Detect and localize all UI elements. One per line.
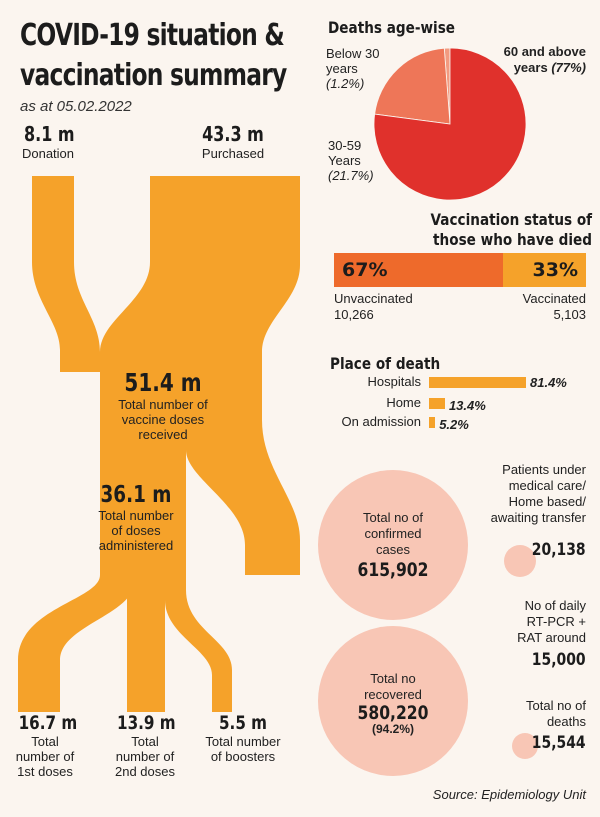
unvaccinated-label: Unvaccinated (334, 291, 413, 306)
purchased-label: Purchased (201, 146, 265, 161)
administered-label-3: administered (98, 538, 174, 553)
purchased-node (188, 122, 278, 161)
daily-tests-label-2: RT-PCR + (526, 614, 586, 629)
daily-tests-value: 15,000 (532, 650, 586, 670)
unvaccinated-count: 10,266 (334, 307, 374, 322)
first-doses-label-1: Total (31, 734, 59, 749)
first-doses-label-3: 1st doses (17, 764, 73, 779)
donation-label: Donation (21, 146, 75, 161)
vaccinated-count: 5,103 (553, 307, 586, 322)
recovered-value: 580,220 (357, 702, 429, 724)
deaths-label-1: Total no of (526, 698, 586, 713)
second-doses-node (110, 712, 180, 779)
pie-slice-30-59 (375, 48, 450, 124)
boosters-label-2: of boosters (210, 749, 276, 764)
vaccinated-pct: 33% (532, 259, 578, 281)
second-doses-value: 13.9 m (117, 712, 176, 734)
flow-second-doses (127, 560, 165, 712)
age30-59-label (328, 138, 374, 183)
source-note: Source: Epidemiology Unit (432, 787, 586, 802)
under-care-value: 20,138 (532, 540, 586, 560)
below30-pct: (1.2%) (326, 76, 365, 91)
donation-node (18, 122, 78, 161)
recovered-label-2: recovered (364, 687, 422, 702)
pod-value-hospitals: 81.4% (530, 375, 567, 390)
under-care-label-4: awaiting transfer (490, 510, 586, 525)
vacc-status-title-2: those who have died (433, 230, 592, 249)
flow-donation (32, 176, 100, 372)
confirmed-cases-text (318, 510, 468, 581)
page-title-line1: COVID-19 situation & (20, 18, 285, 53)
confirmed-label-3: cases (376, 542, 410, 557)
recovered-label-1: Total no (370, 671, 416, 686)
age30-59-label-1: 30-59 (328, 138, 362, 153)
received-label-3: received (138, 427, 188, 442)
below30-label-1: Below 30 (326, 46, 380, 61)
administered-node (70, 482, 202, 553)
pod-label-on-admission: On admission (341, 414, 421, 429)
daily-tests-label-3: RAT around (517, 630, 586, 645)
pod-label-hospitals: Hospitals (367, 374, 421, 389)
flow-remaining (186, 420, 300, 575)
first-doses-node (12, 712, 78, 779)
flow-purchased (100, 176, 300, 372)
place-of-death-title: Place of death (330, 354, 441, 373)
first-doses-value: 16.7 m (18, 712, 78, 734)
over60-label-1: 60 and above (503, 44, 586, 59)
page-title-line2: vaccination summary (20, 58, 287, 93)
administered-value: 36.1 m (100, 482, 172, 508)
second-doses-label-3: 2nd doses (115, 764, 175, 779)
deaths-age-title: Deaths age-wise (328, 18, 456, 37)
vacc-status-bar (334, 253, 586, 287)
pod-row-hospitals (316, 374, 586, 391)
donation-value: 8.1 m (24, 122, 75, 146)
over60-label-2: years (513, 60, 548, 75)
pod-row-on-admission (316, 414, 586, 431)
below30-label (326, 46, 379, 91)
boosters-label-1: Total number (205, 734, 281, 749)
purchased-value: 43.3 m (202, 122, 264, 146)
flow-boosters (165, 560, 232, 712)
pod-bar-on-admission (429, 417, 435, 428)
deaths-text (526, 698, 586, 730)
received-label-2: vaccine doses (121, 412, 205, 427)
second-doses-label-2: number of (115, 749, 175, 764)
recovered-circle (318, 626, 468, 776)
unvaccinated-pct: 67% (342, 259, 388, 281)
confirmed-cases-circle (318, 470, 468, 620)
pod-bar-home (429, 398, 445, 409)
unvaccinated-segment (334, 253, 503, 287)
vaccinated-label: Vaccinated (522, 291, 586, 306)
administered-label-1: Total number (98, 508, 174, 523)
confirmed-value: 615,902 (357, 559, 429, 581)
second-doses-label-1: Total (131, 734, 159, 749)
administered-label-2: of doses (111, 523, 161, 538)
confirmed-label-2: confirmed (364, 526, 422, 541)
below30-label-2: years (326, 61, 358, 76)
under-care-text (491, 462, 586, 526)
vaccinated-info (523, 291, 586, 323)
under-care-label-3: Home based/ (508, 494, 586, 509)
confirmed-label-1: Total no of (363, 510, 423, 525)
vaccinated-segment (503, 253, 586, 287)
recovered-text (318, 671, 468, 737)
under-care-label-1: Patients under (502, 462, 586, 477)
received-value: 51.4 m (124, 368, 202, 397)
unvaccinated-info (334, 291, 413, 323)
age30-59-label-2: Years (328, 153, 361, 168)
under-care-label-2: medical care/ (508, 478, 586, 493)
over60-pct: (77%) (551, 60, 586, 75)
as-at-date: as at 05.02.2022 (20, 98, 132, 115)
pod-bar-hospitals (429, 377, 526, 388)
boosters-node (198, 712, 288, 764)
first-doses-label-2: number of (15, 749, 75, 764)
received-label-1: Total number of (118, 397, 208, 412)
pod-label-home: Home (386, 395, 421, 410)
deaths-value: 15,544 (532, 733, 586, 753)
daily-tests-text (517, 598, 586, 646)
boosters-value: 5.5 m (218, 712, 268, 734)
age30-59-pct: (21.7%) (328, 168, 374, 183)
pod-value-home: 13.4% (448, 398, 486, 413)
over60-label (504, 44, 586, 76)
pod-row-home (316, 395, 586, 412)
recovered-pct: (94.2%) (371, 722, 415, 736)
received-node (92, 368, 234, 442)
flow-first-doses (18, 560, 135, 712)
vacc-status-title-1: Vaccination status of (430, 210, 592, 229)
deaths-label-2: deaths (546, 714, 586, 729)
pod-value-on-admission: 5.2% (439, 417, 469, 432)
daily-tests-label-1: No of daily (524, 598, 586, 613)
